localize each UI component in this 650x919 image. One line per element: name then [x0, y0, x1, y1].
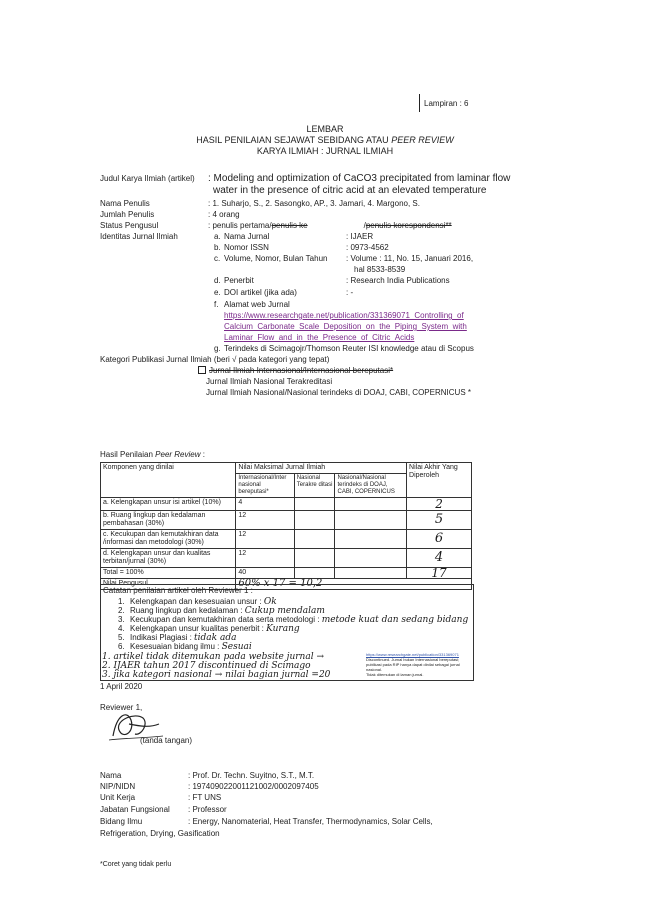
reviewer-jabatan-value: : Professor	[188, 805, 227, 814]
date: 1 April 2020	[100, 682, 143, 691]
header-nasional-akreditasi: Nasional Terakre ditasi	[294, 474, 335, 498]
penulis-value: : 1. Suharjo, S., 2. Sasongko, AP., 3. Jamari, 4. Margono, S.	[208, 199, 420, 208]
jumlah-label: Jumlah Penulis	[100, 210, 155, 219]
kategori-option-3[interactable]: Jurnal Ilmiah Nasional/Nasional terindeks di DOAJ, CABI, COPERNICUS *	[206, 388, 471, 397]
handwritten-note-2: 2. IJAER tahun 2017 discontinued di Scimago	[102, 661, 311, 671]
identitas-item-b: b. Nomor ISSN : 0973-4562	[214, 243, 389, 252]
table-row: a. Kelengkapan unsur isi artikel (10%) 4 2	[101, 498, 472, 511]
checkbox-icon[interactable]	[198, 366, 206, 374]
table-header-row	[101, 463, 472, 474]
reviewer-label: Reviewer 1,	[100, 703, 143, 712]
header-nilai-akhir: Nilai Akhir Yang Diperoleh	[407, 463, 472, 498]
score-cell: 5	[407, 511, 472, 530]
table-row: d. Kelengkapan unsur dan kualitas terbitan/jurnal (30%) 12 4	[101, 549, 472, 568]
handwritten-note-1: 1. artikel tidak ditemukan pada website jurnal →	[102, 652, 324, 662]
judul-value-1: : Modeling and optimization of CaCO3 precipitated from laminar flow	[208, 173, 511, 184]
identitas-item-a: a. Nama Jurnal : IJAER	[214, 232, 374, 241]
catatan-item: 1. Kelengkapan dan kesesuaian unsur : Ok	[118, 597, 277, 607]
signature-label: (tanda tangan)	[140, 736, 193, 745]
reviewer-nama-value: : Prof. Dr. Techn. Suyitno, S.T., M.T.	[188, 771, 315, 780]
catatan-item: 4. Kelengkapan unsur kualitas penerbit : Kurang	[118, 624, 300, 634]
total-score-cell: 17	[407, 568, 472, 579]
pengusul-value: 60% x 17 = 10,2	[236, 579, 472, 590]
reviewer-unit-label: Unit Kerja	[100, 793, 136, 802]
journal-url-line-3[interactable]: Laminar_Flow_and_in_the_Presence_of_Citric_Acids	[224, 333, 415, 342]
score-cell: 4	[407, 549, 472, 568]
status-corresponding: penulis korespondensi**	[365, 221, 452, 230]
identitas-item-d: d. Penerbit : Research India Publications	[214, 276, 450, 285]
title-line-2	[120, 135, 530, 146]
table-row: c. Kecukupan dan kemutakhiran data /informasi dan metodologi (30%) 12 6	[101, 530, 472, 549]
title-line-1: LEMBAR	[306, 124, 344, 134]
reviewer-jabatan-label: Jabatan Fungsional	[100, 805, 170, 814]
footnote: *Coret yang tidak perlu	[100, 861, 172, 868]
identitas-item-c-cont: hal 8533-8539	[354, 265, 406, 274]
status-first: : penulis pertama/	[208, 221, 272, 230]
catatan-item: 5. Indikasi Plagiasi : tidak ada	[118, 633, 237, 643]
hasil-label: Hasil Penilaian Peer Review :	[100, 450, 205, 459]
title-line-2-italic: PEER REVIEW	[391, 135, 454, 145]
jumlah-value: : 4 orang	[208, 210, 240, 219]
penulis-label: Nama Penulis	[100, 199, 150, 208]
table-pengusul-row: Nilai Pengusul 60% x 17 = 10,2	[101, 579, 472, 590]
journal-url-line-2[interactable]: Calcium_Carbonate_Scale_Deposition_on_the_Piping_System_with	[224, 322, 467, 331]
reviewer-bidang-value-2: Refrigeration, Drying, Gasification	[100, 829, 220, 838]
reviewer-bidang-label: Bidang Ilmu	[100, 817, 143, 826]
reviewer-unit-value: : FT UNS	[188, 793, 222, 802]
judul-label: Judul Karya Ilmiah (artikel)	[100, 174, 195, 183]
table-total-row: Total = 100% 40 17	[101, 568, 472, 579]
identitas-label: Identitas Jurnal Ilmiah	[100, 232, 178, 241]
reviewer-nip-label: NIP/NIDN	[100, 782, 136, 791]
reviewer-nip-value: : 197409022001121002/0002097405	[188, 782, 319, 791]
status-label: Status Pengusul	[100, 221, 159, 230]
kategori-label: Kategori Publikasi Jurnal Ilmiah (beri √ pada kategori yang tepat)	[100, 355, 330, 364]
status-value	[208, 221, 452, 231]
status-nth: penulis ke	[271, 221, 308, 230]
reviewer-nama-label: Nama	[100, 771, 122, 780]
status-slash: /	[363, 221, 366, 230]
kategori-option-2[interactable]: Jurnal Ilmiah Nasional Terakreditasi	[206, 377, 333, 386]
score-table	[100, 462, 472, 590]
table-row: b. Ruang lingkup dan kedalaman pembahasan (30%) 12 5	[101, 511, 472, 530]
attachment-divider	[419, 94, 420, 112]
title-line-3: KARYA ILMIAH : JURNAL ILMIAH	[256, 146, 394, 156]
identitas-item-g: g. Terindeks di Scimagojr/Thomson Reuter ISI knowledge atau di Scopus	[214, 344, 474, 353]
catatan-item: 3. Kecukupan dan kemutakhiran data serta metodologi : metode kuat dan sedang bidang	[118, 615, 469, 625]
identitas-item-c: c. Volume, Nomor, Bulan Tahun : Volume : 11, No. 15, Januari 2016,	[214, 254, 474, 263]
judul-value-2: water in the presence of citric acid at an elevated temperature	[213, 185, 487, 196]
catatan-title: Catatan penilaian artikel oleh Reviewer 1 :	[103, 586, 253, 595]
journal-url-line-1[interactable]: https://www.researchgate.net/publication/331369071_Controlling_of	[224, 311, 464, 320]
reviewer-bidang-value: : Energy, Nanomaterial, Heat Transfer, Thermodynamics, Solar Cells,	[188, 817, 433, 826]
header-nasional: Nasional/Nasional terindeks di DOAJ, CABI, COPERNICUS	[335, 474, 407, 498]
catatan-item: 2. Ruang lingkup dan kedalaman : Cukup mendalam	[118, 606, 325, 616]
side-note-text: Tidak ditemukan di laman jurnal.	[366, 672, 424, 677]
header-nilai-maks: Nilai Maksimal Jurnal Ilmiah	[236, 463, 407, 474]
handwritten-note-3: 3. jika kategori nasional → nilai bagian jurnal =20	[102, 670, 331, 680]
score-cell: 2	[407, 498, 472, 511]
score-cell: 6	[407, 530, 472, 549]
title-line-2-prefix: HASIL PENILAIAN SEJAWAT SEBIDANG ATAU	[196, 135, 389, 145]
identitas-item-f: f. Alamat web Jurnal	[214, 300, 290, 309]
kategori-option-1[interactable]: Jurnal Ilmiah Internasional/Internasional bereputasi*	[198, 366, 393, 376]
side-note-link[interactable]: https://www.researchgate.net/publication/331369071	[366, 652, 459, 657]
catatan-item: 6. Kesesuaian bidang ilmu : Sesuai	[118, 642, 252, 652]
side-note-text: Discontinued. Jurnal bukan Internasional bereputasi; publikasi pada RIP hanya dapat dinilai sebagai jurnal nasional.	[366, 657, 460, 672]
side-notes	[366, 652, 470, 677]
header-komponen: Komponen yang dinilai	[101, 463, 236, 498]
header-internasional: Internasional/Inter nasional bereputasi*	[236, 474, 294, 498]
identitas-item-e: e. DOI artikel (jika ada) : -	[214, 288, 354, 297]
attachment-label: Lampiran : 6	[424, 99, 469, 108]
